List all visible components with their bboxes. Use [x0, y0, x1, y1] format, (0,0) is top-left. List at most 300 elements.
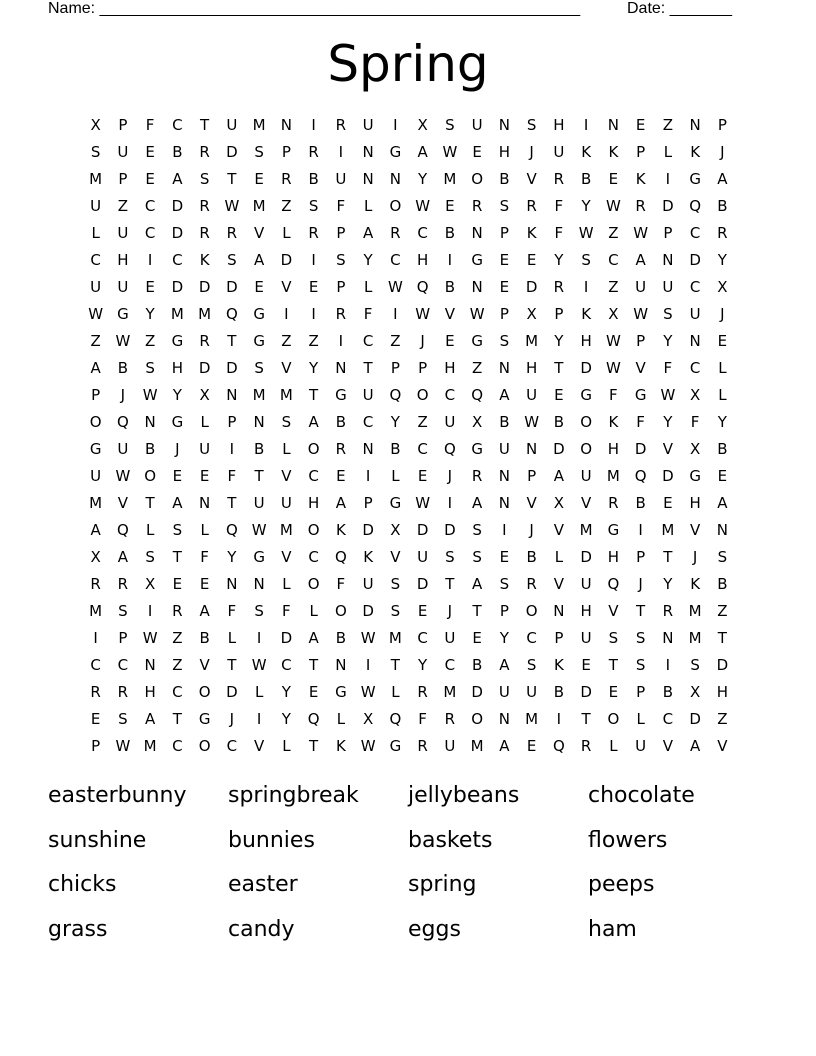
grid-letter: K	[335, 520, 346, 539]
grid-letter: T	[227, 655, 237, 674]
grid-letter: I	[365, 466, 371, 485]
grid-letter: F	[554, 223, 564, 242]
grid-letter: V	[444, 304, 455, 323]
word-bank-item: sunshine	[48, 827, 147, 853]
grid-letter: K	[363, 547, 374, 566]
grid-letter: T	[363, 358, 373, 377]
grid-letter: P	[91, 736, 101, 755]
grid-letter: E	[472, 628, 482, 647]
grid-letter: E	[417, 466, 428, 485]
grid-letter: O	[307, 520, 320, 539]
grid-letter: E	[445, 331, 455, 350]
grid-letter: R	[199, 223, 210, 242]
grid-letter: D	[198, 277, 211, 296]
grid-letter: B	[144, 439, 156, 458]
grid-letter: X	[608, 304, 619, 323]
grid-letter: M	[525, 709, 539, 728]
grid-letter: W	[142, 385, 158, 404]
grid-letter: A	[335, 493, 346, 512]
grid-letter: Q	[634, 466, 647, 485]
grid-letter: U	[444, 628, 456, 647]
grid-letter: E	[499, 250, 510, 269]
grid-letter: W	[415, 304, 431, 323]
grid-letter: D	[634, 439, 647, 458]
grid-letter: M	[443, 682, 457, 701]
grid-letter: W	[88, 304, 104, 323]
grid-letter: B	[199, 628, 210, 647]
date-field-label: Date: _______	[627, 0, 732, 17]
grid-letter: W	[442, 142, 458, 161]
grid-letter: L	[718, 358, 727, 377]
grid-letter: K	[581, 142, 592, 161]
grid-letter: L	[145, 520, 155, 539]
grid-letter: R	[226, 223, 238, 242]
grid-letter: I	[583, 115, 589, 134]
grid-letter: T	[227, 331, 237, 350]
grid-letter: U	[635, 277, 647, 296]
grid-letter: H	[307, 493, 320, 512]
grid-letter: Q	[225, 520, 238, 539]
name-field-label: Name: ______________________________________________________	[48, 0, 581, 17]
grid-letter: K	[608, 142, 619, 161]
grid-row	[82, 192, 736, 219]
grid-letter: Y	[663, 331, 673, 350]
grid-letter: T	[309, 655, 319, 674]
grid-letter: V	[253, 223, 265, 242]
grid-letter: N	[689, 115, 701, 134]
grid-letter: U	[662, 277, 674, 296]
grid-letter: K	[199, 250, 210, 269]
grid-letter: H	[525, 358, 538, 377]
word-bank-item: bunnies	[228, 827, 315, 853]
grid-letter: P	[118, 169, 128, 188]
grid-letter: D	[689, 250, 701, 269]
grid-letter: R	[199, 142, 210, 161]
grid-letter: X	[689, 682, 701, 701]
grid-letter: C	[308, 466, 319, 485]
grid-letter: B	[635, 493, 646, 512]
grid-row	[82, 597, 736, 624]
grid-letter: Z	[281, 196, 292, 215]
grid-letter: N	[253, 412, 265, 431]
grid-letter: T	[200, 115, 210, 134]
grid-letter: V	[608, 601, 619, 620]
grid-letter: C	[526, 628, 537, 647]
grid-letter: F	[282, 601, 291, 620]
grid-letter: T	[227, 169, 237, 188]
grid-letter: K	[635, 169, 646, 188]
grid-letter: H	[689, 493, 701, 512]
grid-letter: V	[717, 736, 728, 755]
grid-letter: V	[281, 358, 292, 377]
grid-letter: O	[198, 682, 211, 701]
grid-letter: D	[198, 358, 211, 377]
grid-letter: Z	[117, 196, 129, 215]
grid-letter: S	[526, 115, 537, 134]
grid-letter: M	[252, 115, 266, 134]
grid-letter: H	[416, 250, 429, 269]
grid-row	[82, 570, 736, 597]
grid-letter: S	[254, 601, 264, 620]
grid-letter: X	[717, 277, 728, 296]
grid-letter: J	[529, 142, 534, 161]
grid-letter: I	[311, 115, 316, 134]
grid-letter: N	[526, 439, 538, 458]
grid-letter: S	[145, 547, 155, 566]
grid-letter: H	[117, 250, 129, 269]
grid-letter: L	[336, 709, 346, 728]
grid-letter: M	[89, 493, 103, 512]
grid-letter: Y	[418, 655, 428, 674]
grid-letter: S	[118, 601, 128, 620]
grid-row	[82, 408, 736, 435]
grid-letter: X	[144, 574, 156, 593]
grid-letter: G	[89, 439, 102, 458]
grid-letter: D	[580, 547, 592, 566]
grid-letter: P	[227, 412, 237, 431]
grid-letter: V	[390, 547, 401, 566]
grid-letter: I	[229, 439, 235, 458]
grid-letter: K	[608, 412, 619, 431]
grid-letter: Q	[607, 574, 620, 593]
grid-letter: R	[281, 169, 292, 188]
grid-letter: B	[444, 277, 456, 296]
grid-letter: W	[142, 628, 158, 647]
grid-letter: B	[717, 439, 728, 458]
word-bank-item: candy	[228, 916, 295, 942]
grid-letter: R	[117, 574, 129, 593]
grid-letter: R	[117, 682, 129, 701]
grid-letter: D	[580, 682, 592, 701]
grid-letter: R	[471, 466, 483, 485]
grid-letter: M	[252, 385, 266, 404]
grid-letter: Q	[389, 709, 402, 728]
grid-letter: U	[253, 493, 265, 512]
word-bank-row	[48, 908, 768, 953]
grid-letter: U	[526, 682, 538, 701]
grid-letter: C	[362, 412, 374, 431]
grid-letter: R	[417, 682, 428, 701]
grid-letter: V	[117, 493, 128, 512]
grid-letter: A	[499, 655, 510, 674]
grid-letter: N	[471, 223, 483, 242]
grid-letter: T	[554, 358, 564, 377]
grid-letter: U	[117, 223, 129, 242]
grid-letter: S	[445, 547, 455, 566]
grid-letter: U	[117, 142, 129, 161]
grid-letter: X	[362, 709, 374, 728]
grid-letter: P	[363, 493, 373, 512]
grid-letter: E	[417, 601, 428, 620]
grid-letter: M	[688, 601, 702, 620]
grid-letter: O	[471, 169, 484, 188]
grid-letter: W	[224, 196, 240, 215]
grid-letter: J	[720, 304, 725, 323]
grid-letter: D	[226, 142, 238, 161]
grid-letter: W	[415, 493, 431, 512]
grid-letter: M	[143, 736, 157, 755]
grid-letter: X	[526, 304, 537, 323]
grid-letter: P	[418, 358, 428, 377]
grid-letter: S	[308, 196, 319, 215]
grid-row	[82, 219, 736, 246]
grid-letter: C	[689, 223, 701, 242]
grid-letter: T	[309, 736, 319, 755]
grid-letter: T	[145, 493, 155, 512]
grid-letter: U	[580, 628, 592, 647]
grid-letter: I	[556, 709, 562, 728]
grid-letter: S	[254, 142, 264, 161]
grid-letter: N	[199, 493, 211, 512]
grid-letter: C	[226, 736, 238, 755]
grid-letter: K	[526, 223, 537, 242]
grid-letter: T	[472, 601, 482, 620]
grid-letter: G	[389, 736, 402, 755]
grid-letter: U	[444, 412, 456, 431]
grid-letter: P	[336, 223, 346, 242]
grid-letter: A	[308, 412, 319, 431]
grid-letter: A	[471, 493, 483, 512]
word-bank	[48, 774, 768, 952]
grid-letter: D	[226, 358, 238, 377]
grid-letter: E	[199, 574, 210, 593]
grid-letter: W	[360, 628, 376, 647]
grid-letter: N	[553, 601, 565, 620]
grid-letter: H	[144, 682, 156, 701]
grid-row	[82, 624, 736, 651]
grid-letter: F	[336, 574, 346, 593]
grid-letter: Y	[418, 169, 428, 188]
grid-letter: Z	[281, 331, 292, 350]
grid-row	[82, 705, 736, 732]
grid-letter: D	[716, 655, 729, 674]
grid-letter: R	[417, 736, 428, 755]
grid-letter: V	[281, 466, 292, 485]
grid-letter: N	[498, 709, 510, 728]
grid-letter: L	[227, 628, 237, 647]
grid-letter: R	[335, 439, 347, 458]
grid-letter: I	[665, 655, 671, 674]
grid-letter: C	[417, 439, 428, 458]
grid-letter: Y	[309, 358, 319, 377]
grid-letter: P	[636, 142, 646, 161]
grid-letter: S	[254, 358, 264, 377]
grid-letter: N	[335, 358, 347, 377]
grid-letter: J	[175, 439, 180, 458]
grid-letter: J	[120, 385, 126, 404]
grid-letter: O	[416, 385, 429, 404]
grid-letter: U	[280, 493, 292, 512]
grid-letter: G	[253, 304, 265, 323]
grid-letter: F	[418, 709, 427, 728]
grid-letter: G	[335, 385, 347, 404]
grid-letter: P	[336, 277, 346, 296]
grid-letter: S	[499, 574, 510, 593]
word-bank-row	[48, 774, 768, 819]
grid-letter: A	[117, 547, 128, 566]
grid-letter: D	[280, 628, 293, 647]
word-bank-item: chicks	[48, 872, 117, 898]
grid-letter: S	[472, 520, 482, 539]
grid-letter: A	[717, 493, 728, 512]
grid-letter: E	[608, 169, 619, 188]
grid-letter: J	[529, 520, 534, 539]
grid-letter: S	[90, 142, 101, 161]
grid-letter: C	[417, 628, 428, 647]
grid-letter: N	[362, 142, 374, 161]
grid-letter: U	[498, 439, 510, 458]
grid-letter: P	[636, 547, 646, 566]
grid-letter: S	[690, 655, 700, 674]
grid-letter: F	[663, 358, 673, 377]
grid-letter: P	[636, 682, 646, 701]
grid-letter: X	[417, 115, 428, 134]
grid-letter: W	[660, 385, 676, 404]
grid-letter: E	[172, 466, 183, 485]
grid-letter: I	[311, 304, 316, 323]
grid-letter: O	[144, 466, 157, 485]
grid-letter: A	[144, 709, 156, 728]
grid-letter: B	[662, 682, 674, 701]
grid-letter: G	[253, 331, 265, 350]
grid-letter: B	[553, 412, 565, 431]
grid-letter: M	[661, 520, 675, 539]
grid-letter: F	[200, 547, 209, 566]
grid-letter: X	[553, 493, 565, 512]
grid-letter: I	[393, 115, 398, 134]
grid-letter: A	[172, 493, 183, 512]
grid-letter: V	[662, 439, 673, 458]
grid-letter: Q	[471, 385, 484, 404]
grid-letter: V	[253, 736, 265, 755]
grid-letter: M	[252, 196, 266, 215]
grid-letter: W	[387, 277, 403, 296]
grid-letter: B	[172, 142, 183, 161]
grid-letter: C	[117, 655, 129, 674]
grid-letter: U	[444, 736, 456, 755]
grid-letter: X	[471, 412, 483, 431]
grid-letter: I	[284, 304, 289, 323]
grid-letter: D	[171, 277, 184, 296]
grid-letter: U	[553, 142, 565, 161]
grid-letter: R	[335, 304, 347, 323]
grid-letter: C	[172, 115, 183, 134]
grid-letter: Y	[499, 628, 509, 647]
grid-letter: E	[172, 574, 183, 593]
grid-letter: S	[118, 709, 128, 728]
grid-letter: D	[553, 439, 565, 458]
grid-letter: O	[89, 412, 102, 431]
grid-letter: X	[199, 385, 210, 404]
grid-letter: Z	[717, 709, 728, 728]
grid-letter: D	[662, 196, 674, 215]
grid-letter: I	[93, 628, 98, 647]
grid-letter: E	[145, 142, 155, 161]
grid-letter: K	[690, 574, 701, 593]
grid-letter: S	[227, 250, 237, 269]
grid-letter: P	[118, 115, 128, 134]
grid-letter: X	[390, 520, 401, 539]
grid-letter: N	[226, 574, 238, 593]
grid-row	[82, 138, 736, 165]
grid-letter: T	[254, 466, 264, 485]
grid-letter: T	[636, 601, 646, 620]
grid-letter: M	[688, 628, 702, 647]
grid-letter: S	[635, 628, 646, 647]
word-bank-item: easter	[228, 872, 298, 898]
grid-letter: P	[281, 142, 291, 161]
grid-letter: J	[447, 601, 453, 620]
grid-letter: Y	[663, 412, 673, 431]
grid-letter: U	[471, 115, 483, 134]
grid-letter: U	[90, 196, 102, 215]
grid-row	[82, 543, 736, 570]
grid-row	[82, 435, 736, 462]
grid-letter: L	[282, 574, 291, 593]
grid-letter: C	[172, 682, 183, 701]
grid-letter: B	[499, 169, 510, 188]
grid-letter: B	[335, 412, 347, 431]
grid-letter: R	[580, 736, 592, 755]
grid-letter: H	[716, 682, 729, 701]
grid-letter: P	[527, 466, 537, 485]
grid-letter: H	[444, 358, 456, 377]
grid-letter: P	[554, 628, 564, 647]
grid-letter: N	[689, 331, 701, 350]
grid-row	[82, 516, 736, 543]
grid-letter: O	[580, 412, 593, 431]
grid-letter: E	[90, 709, 101, 728]
grid-letter: L	[309, 601, 318, 620]
grid-letter: U	[580, 574, 592, 593]
grid-letter: Z	[172, 655, 183, 674]
grid-letter: Z	[662, 115, 674, 134]
grid-letter: R	[90, 682, 101, 701]
grid-letter: U	[362, 574, 374, 593]
grid-letter: U	[635, 736, 647, 755]
grid-letter: A	[90, 520, 101, 539]
grid-letter: R	[199, 196, 210, 215]
word-bank-row	[48, 819, 768, 864]
grid-letter: S	[526, 655, 537, 674]
grid-letter: C	[444, 385, 456, 404]
grid-letter: Q	[225, 304, 238, 323]
grid-letter: G	[117, 304, 129, 323]
grid-letter: M	[170, 304, 184, 323]
grid-letter: F	[227, 466, 237, 485]
grid-letter: W	[360, 682, 376, 701]
grid-letter: D	[226, 682, 238, 701]
grid-letter: T	[309, 385, 319, 404]
grid-letter: Q	[334, 547, 347, 566]
grid-letter: L	[254, 682, 264, 701]
grid-letter: B	[526, 547, 537, 566]
grid-letter: C	[281, 655, 292, 674]
grid-letter: C	[689, 358, 701, 377]
grid-letter: Y	[145, 304, 155, 323]
grid-letter: H	[607, 547, 620, 566]
grid-letter: E	[717, 466, 728, 485]
grid-letter: N	[389, 169, 401, 188]
grid-letter: G	[389, 493, 402, 512]
grid-row	[82, 462, 736, 489]
grid-letter: U	[226, 115, 238, 134]
grid-letter: R	[335, 115, 347, 134]
grid-letter: M	[89, 169, 103, 188]
grid-letter: G	[634, 385, 647, 404]
grid-letter: M	[606, 466, 620, 485]
grid-letter: S	[336, 250, 346, 269]
